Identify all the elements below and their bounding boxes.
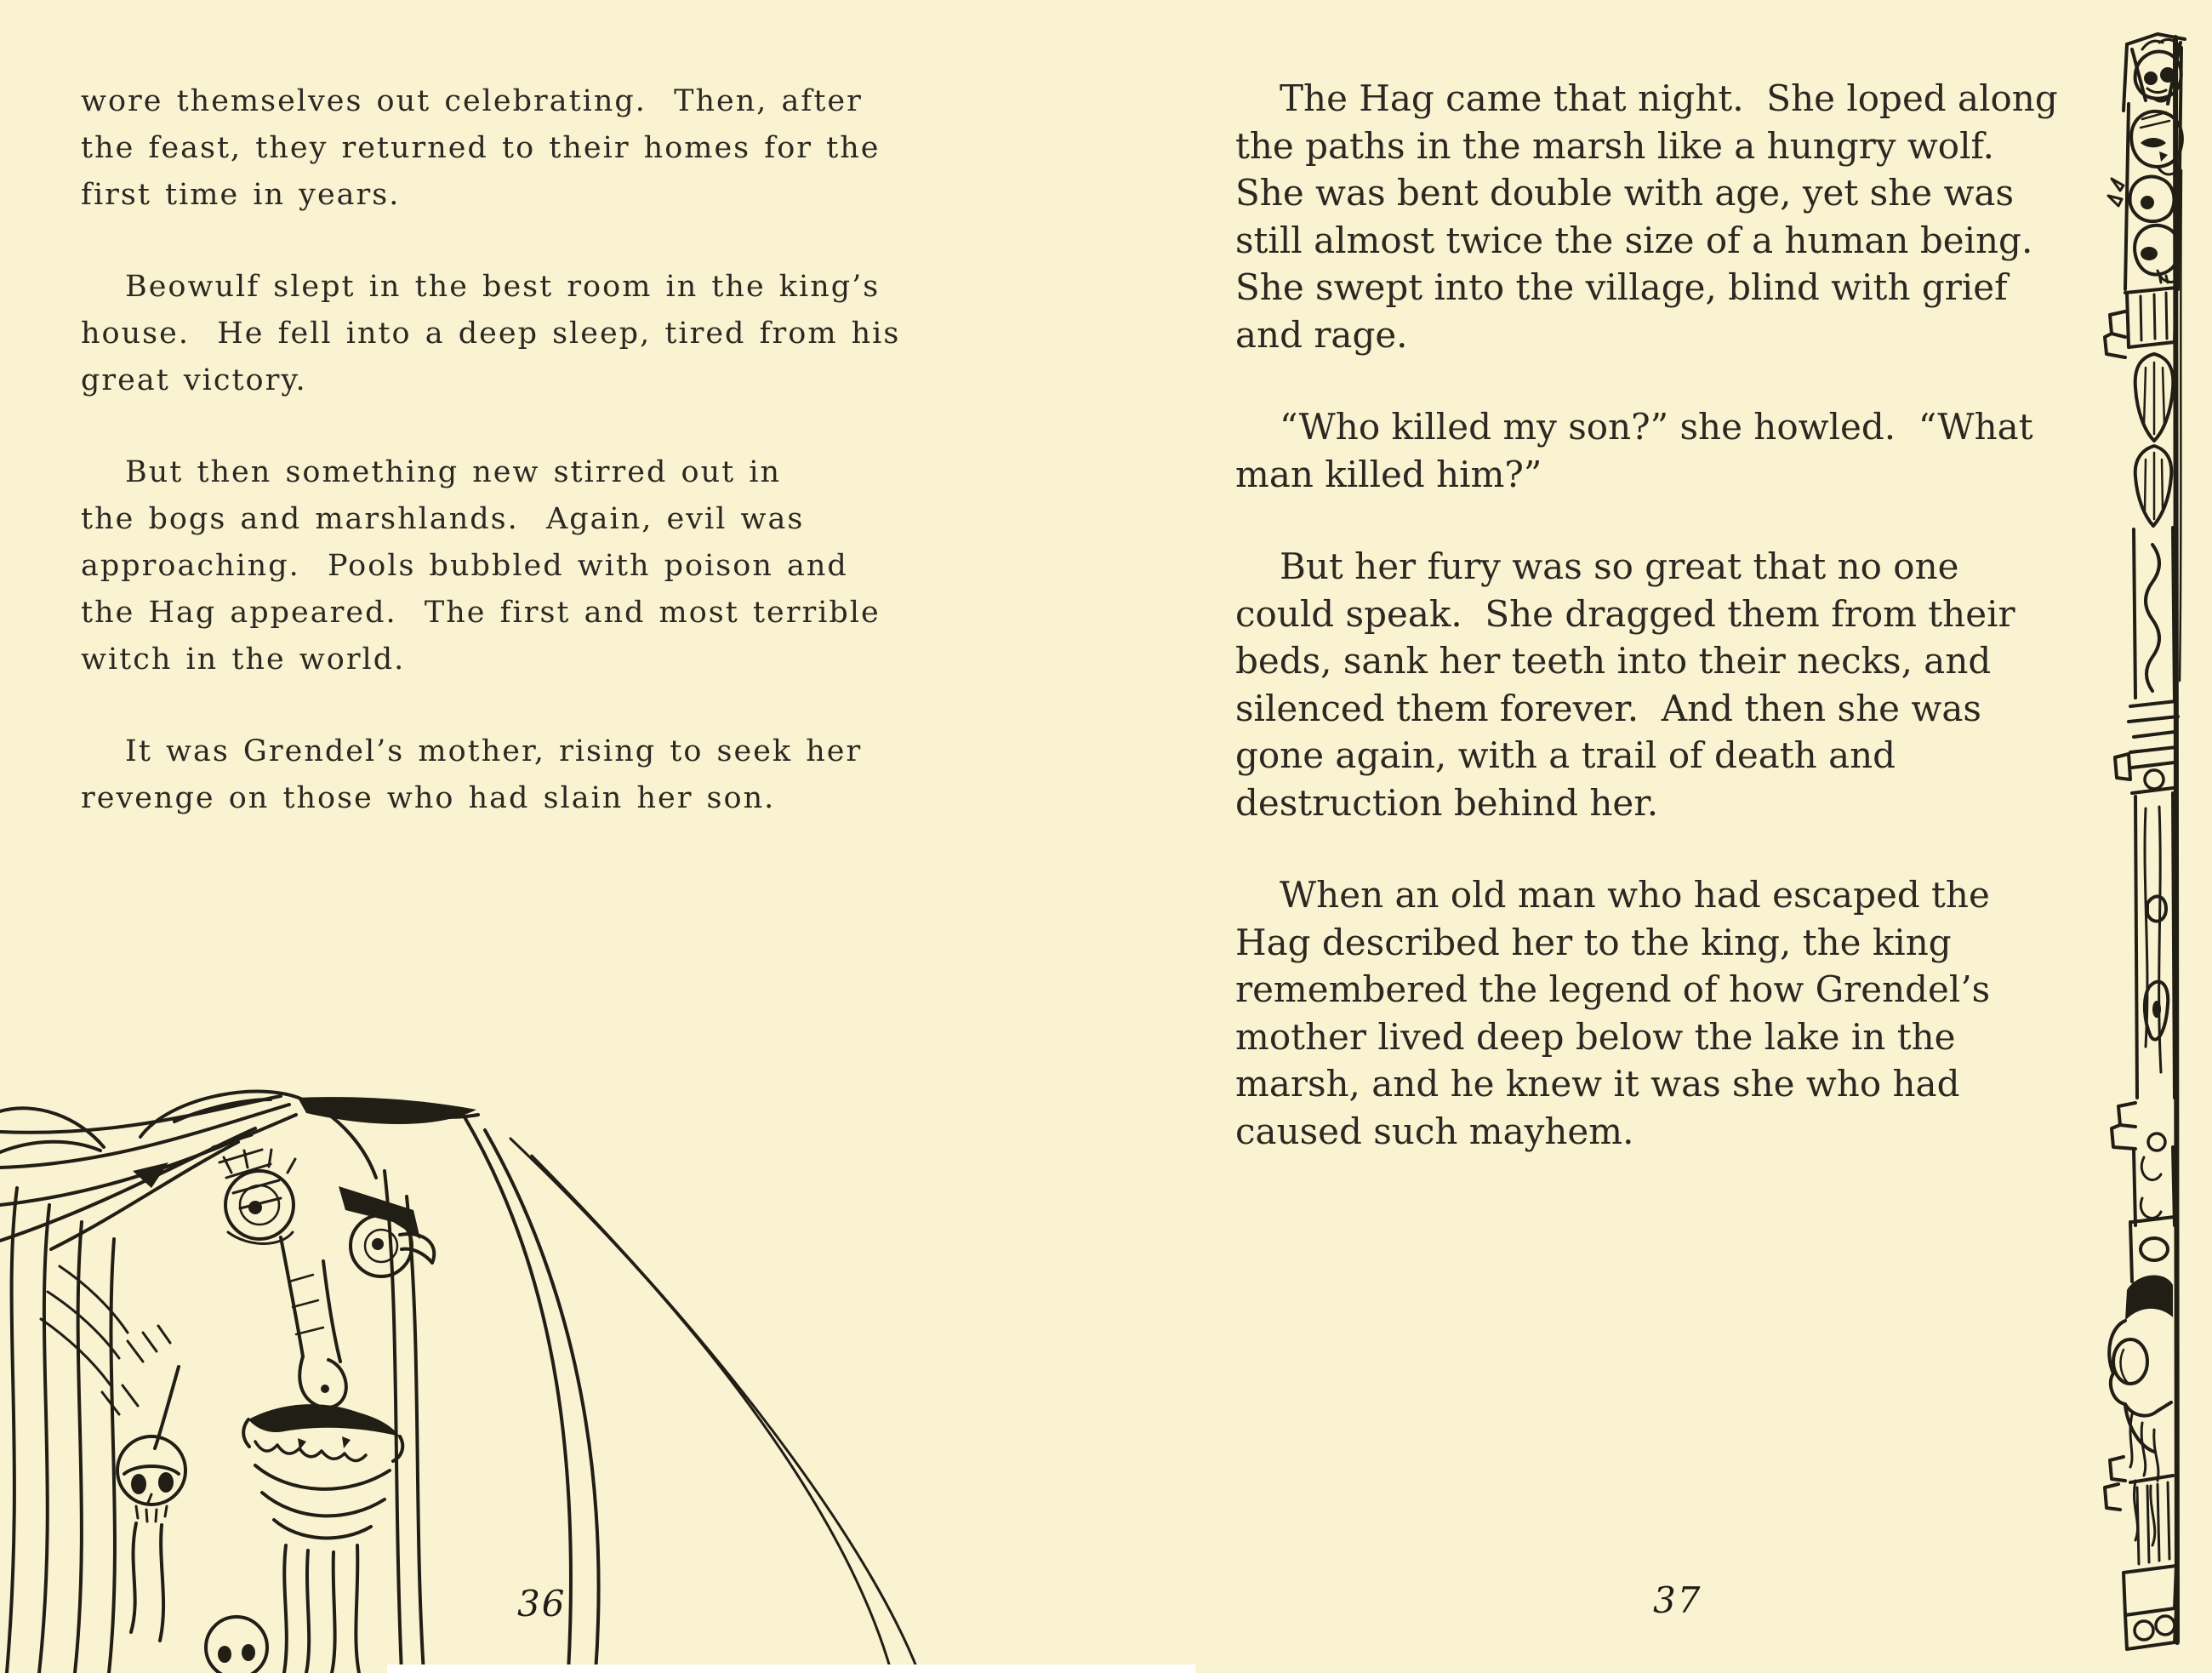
page-bottom-edge xyxy=(387,1664,1195,1673)
paragraph: But her fury was so great that no one could speak. She dragged them from their beds, sank her teeth into their necks, and silenced them forever. And then she was gone again, with a trail of death and destruction behind her. xyxy=(1235,545,2015,824)
paragraph: When an old man who had escaped the Hag described her to the king, the king remembered the legend of how Grendel’s mother lived deep below the lake in the marsh, and he knew it was she who had caused such mayhem. xyxy=(1235,874,1991,1152)
paragraph: The Hag came that night. She loped along the paths in the marsh like a hungry wolf. She was bent double with age, yet she was still almost twice the size of a human being. She swept into the village, blind with grief and rage. xyxy=(1235,77,2058,356)
page-number-right: 37 xyxy=(1653,1579,1702,1621)
paragraph: wore themselves out celebrating. Then, after the feast, they returned to their homes for the first time in years. xyxy=(81,84,881,212)
left-page-text xyxy=(81,78,900,867)
page-number-left: 36 xyxy=(517,1583,567,1624)
paragraph: But then something new stirred out in the bogs and marshlands. Again, evil was approaching. Pools bubbled with poison and the Hag appeared. The first and most terrible witch in the world. xyxy=(81,455,881,677)
paragraph: It was Grendel’s mother, rising to seek her revenge on those who had slain her son. xyxy=(81,734,863,815)
right-page xyxy=(1106,0,2212,1673)
skull-staff-illustration xyxy=(2076,0,2195,1673)
right-page-text xyxy=(1235,75,2058,1200)
paragraph: Beowulf slept in the best room in the king’s house. He fell into a deep sleep, tired from his great victory. xyxy=(81,270,901,397)
paragraph: “Who killed my son?” she howled. “What man killed him?” xyxy=(1235,406,2033,495)
hag-illustration xyxy=(0,1086,936,1673)
